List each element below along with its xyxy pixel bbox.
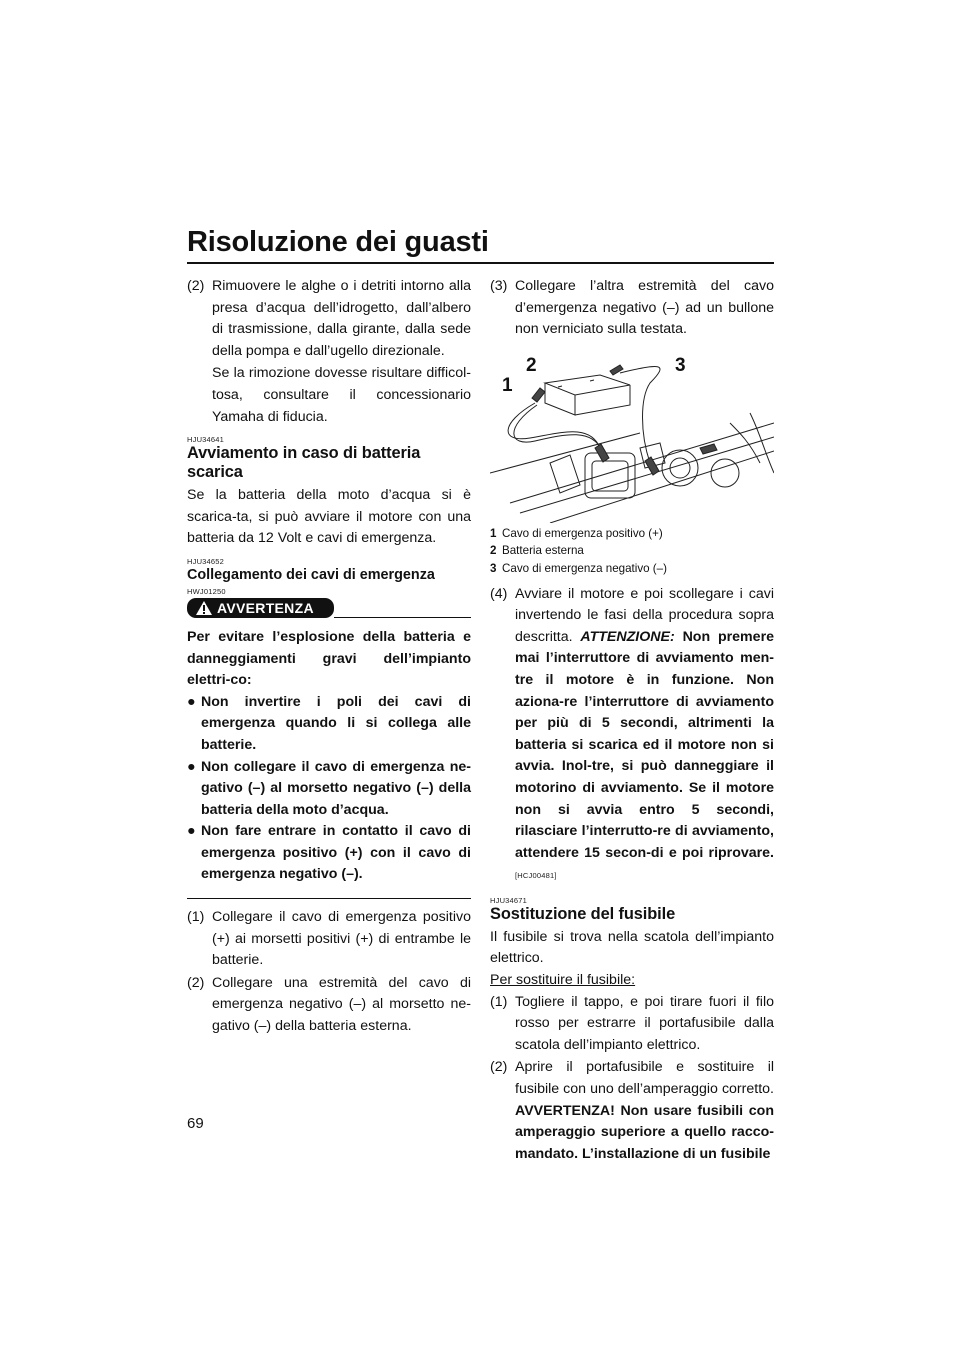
warning-inline-text: AVVERTENZA! Non usare fusibili con amperaggio superiore a quello racco-mandato. L’installazione di un fusibile [515, 1102, 774, 1162]
legend-number: 1 [490, 526, 497, 540]
battery-figure [490, 353, 774, 523]
legend-item [490, 560, 774, 578]
step-item-remove-debris [187, 276, 471, 362]
page-number: 69 [187, 1115, 204, 1132]
step-text: Avviare il motore e poi scollegare i cavi invertendo le fasi della procedura sopra descritta. [515, 585, 774, 645]
jump-start-illustration [490, 353, 774, 523]
step-text: Collegare una estremità del cavo di emergenza negativo (–) al morsetto ne-gativo (–) della batteria esterna. [212, 974, 471, 1035]
step-number: (2) [187, 278, 205, 294]
step-text: Collegare l’altra estremità del cavo d’emergenza negativo (–) ad un bullone non verniciato sulla testata. [515, 278, 774, 338]
step-item-restart [490, 584, 774, 886]
legend-text: Cavo di emergenza positivo (+) [502, 526, 663, 540]
caution-label: ATTENZIONE: [580, 628, 675, 645]
legend-text: Cavo di emergenza negativo (–) [502, 561, 667, 575]
warning-bullet [187, 692, 471, 757]
warning-bullet-text: Non fare entrare in contatto il cavo di emergenza positivo (+) con il cavo di emergenza negativo (–). [201, 823, 471, 883]
step-number: (2) [490, 1059, 508, 1076]
right-column [490, 276, 774, 1166]
figure-label: 1 [502, 374, 513, 396]
section-code: HJU34641 [187, 435, 225, 445]
section-code: HJU34671 [490, 895, 528, 905]
step-item [490, 992, 774, 1057]
caution-code: [HCJ00481] [515, 871, 557, 881]
bullet-icon: ● [187, 693, 196, 710]
step-number: (2) [187, 974, 205, 991]
step-text: Rimuovere le alghe o i detriti intorno alla presa d’acqua dell’idrogetto, dall’albero di trasmissione, dalla girante, dalla sede della pompa e dall’ugello direzionale. [212, 278, 471, 359]
page-title: Risoluzione dei guasti [187, 226, 489, 258]
warning-intro: Per evitare l’esplosione della batteria e danneggiamenti gravi dell’impianto elettri-co: [187, 628, 471, 689]
title-rule [187, 262, 774, 264]
warning-label: AVVERTENZA [217, 599, 314, 616]
legend-number: 3 [490, 561, 497, 575]
subsection-title-cables: Collegamento dei cavi di emergenza [187, 566, 435, 583]
legend-text: Batteria esterna [502, 544, 584, 558]
warning-bullet [187, 757, 471, 822]
step-number: (1) [187, 909, 205, 926]
step-item [490, 276, 774, 341]
step-text: Collegare il cavo di emergenza positivo (+) ai morsetti positivi (+) di entrambe le batterie. [212, 909, 471, 969]
legend-item [490, 542, 774, 560]
step-item [187, 973, 471, 1038]
section-paragraph: Il fusibile si trova nella scatola dell’impianto elettrico. [490, 928, 774, 967]
warning-bullet-text: Non collegare il cavo di emergenza ne-gativo (–) al morsetto negativo (–) della batteria della moto d’acqua. [201, 758, 471, 818]
legend-number: 2 [490, 544, 497, 558]
step-item [490, 1057, 774, 1165]
procedure-subhead: Per sostituire il fusibile: [490, 972, 636, 989]
warning-bullet [187, 821, 471, 886]
warning-end-rule [187, 898, 471, 899]
step-number: (3) [490, 278, 508, 294]
warning-rule [334, 617, 471, 618]
warning-header [187, 598, 471, 618]
step-text: Aprire il portafusibile e sostituire il fusibile con uno dell’amperaggio corretto. [515, 1059, 774, 1098]
step-continuation: Se la rimozione dovesse risultare difficol-tosa, consultare il concessionario Yamaha di fiducia. [212, 365, 471, 425]
warning-code: HWJ01250 [187, 586, 226, 596]
warning-bullet-text: Non invertire i poli dei cavi di emergenza quando li si collega alle batterie. [201, 693, 471, 753]
caution-text: Non premere mai l’interruttore di avviamento men-tre il motore è in funzione. Non aziona-re l’interruttore di avviamento per più di 5 secondi, altrimenti la batteria si scarica ed il motore non si avvia. Inol-tre, si può danneggiare il motorino di avviamento. Se il motore non si avvia entro 5 secondi, rilasciare l’interrutto-re di avviamento, attendere 15 secon-di e poi riprovare. [515, 628, 774, 861]
step-number: (4) [490, 585, 508, 602]
section-title-jump-start: Avviamento in caso di batteria scarica [187, 444, 421, 482]
figure-legend [490, 525, 774, 578]
bullet-icon: ● [187, 823, 196, 840]
left-column [187, 276, 471, 1039]
legend-item [490, 525, 774, 543]
section-paragraph: Se la batteria della moto d’acqua si è scarica-ta, si può avviare il motore con una batteria da 12 Volt e cavi di emergenza. [187, 487, 471, 547]
step-item [187, 907, 471, 972]
warning-icon [195, 600, 213, 616]
section-title-fuse: Sostituzione del fusibile [490, 904, 676, 923]
figure-label: 3 [675, 354, 686, 376]
section-code: HJU34652 [187, 556, 225, 566]
step-number: (1) [490, 993, 508, 1010]
figure-label: 2 [526, 354, 537, 376]
warning-badge [187, 598, 334, 618]
step-text: Togliere il tappo, e poi tirare fuori il filo rosso per estrarre il portafusibile dalla scatola dell’impianto elettrico. [515, 993, 774, 1053]
bullet-icon: ● [187, 758, 196, 775]
